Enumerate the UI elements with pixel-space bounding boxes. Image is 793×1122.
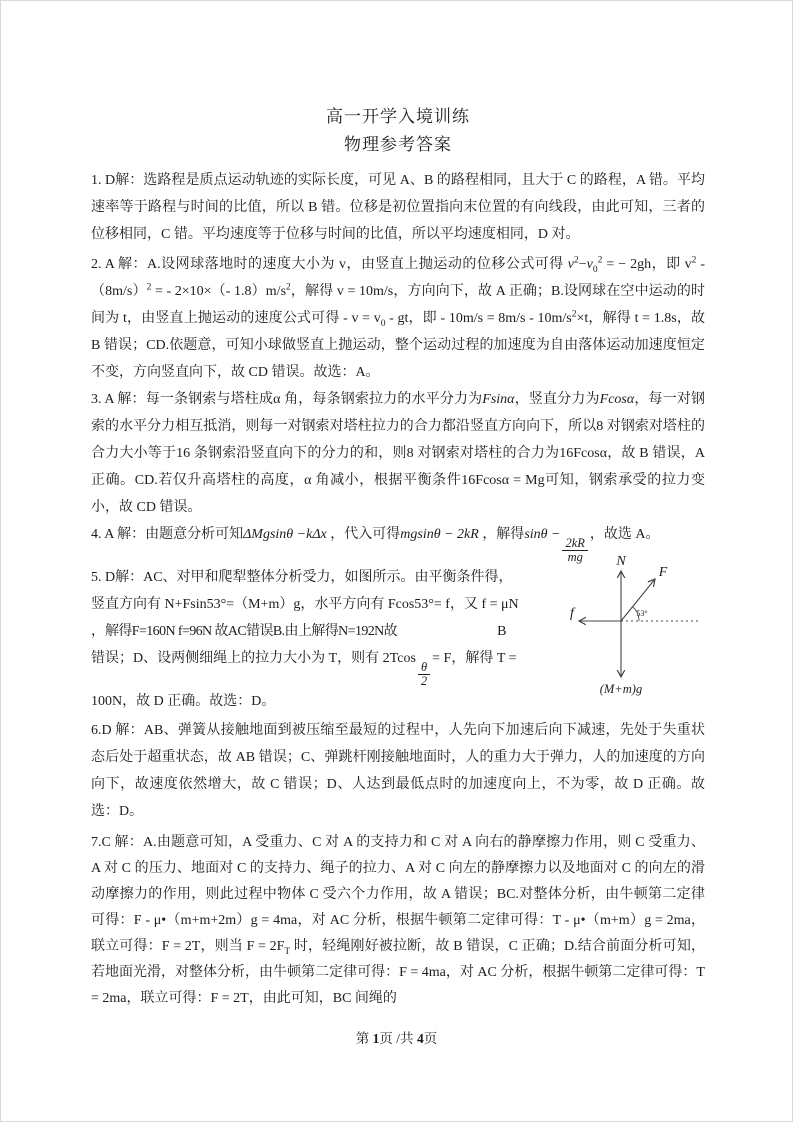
answer-3: 3. A 解：每一条钢索与塔柱成α 角，每条钢索拉力的水平分力为Fsinα，竖直分力为Fcosα，每一对钢索的水平分力相互抵消，则每一对钢索对塔柱拉力的合力都沿竖直方向向下，所以8 对钢索对塔柱的合力大小等于16 条钢索沿竖直向下的分力的和，则8 对钢索对塔柱的合力为16Fcosα，故 B 错误，A 正确。CD.若仅升高塔柱的高度，α 角减小，根据平衡条件16Fcosα = Mg可知，钢索承受的拉力变小，故 CD 错误。 <box>91 392 706 515</box>
angle-label: 53° <box>636 609 648 618</box>
page-number-footer: 第 1页 /共 4页 <box>355 1031 438 1046</box>
force-diagram-figure <box>565 553 709 707</box>
normal-force-label: N <box>616 554 626 569</box>
friction-label: f <box>570 606 574 621</box>
weight-label: (M+m)g <box>599 682 643 696</box>
document-content <box>91 103 705 1012</box>
document-subtitle: 物理参考答案 <box>344 135 452 154</box>
document-title: 高一开学入境训练 <box>326 107 470 126</box>
answer-2: 2. A 解：A.设网球落地时的速度大小为 v，由竖直上抛运动的位移公式可得 $v^2-v_0^2$ = − 2gh，即 $v^2$ $-(8m/s)^2$ = - 2×10×（- $1.8)m/s^2$，解得 v = 10m/s，方向向下，故 A 正确；B.设网球在空中运动的时间为 t，由竖直上抛运动的速度公式可得 - $v = v_0$ - gt，即 - $10m/s = 8m/s - 10m/s^2\times t$，解得 t = 1.8s，故 B 错误；CD.依题意，可知小球做竖直上抛运动，整个运动过程的加速度为自由落体运动加速度恒定不变，方向竖直向下，故 CD 错误。故选：A。 <box>91 255 705 380</box>
answer-7: 7.C 解：A.由题意可知，A 受重力、C 对 A 的支持力和 C 对 A 向右的静摩擦力作用，则 C 受重力、A 对 C 的压力、地面对 C 的支持力、绳子的拉力、A 对 C 向左的静摩擦力以及地面对 C 的向左的滑动摩擦力的作用，则此过程中物体 C 受六个力作用，故 A 错误；BC.对整体分析，由牛顿第二定律可得：F - μ•（m+m+2m）g = 4ma，对 AC 分析，根据牛顿第二定律可得：T - μ•（m+m）g = 2ma，联立可得：F = 2T，则当 $F = 2F_T$ 时，轻绳刚好被拉断，故 B 错误，C 正确；D.结合前面分析可知，若地面光滑，对整体分析，由牛顿第二定律可得：F = 4ma，对 AC 分析，根据牛顿第二定律可得：T = 2ma，联立可得：F = 2T，由此可知，BC 间绳的 <box>91 835 705 1006</box>
answer-1: 1. D解：选路程是质点运动轨迹的实际长度，可见 A、B 的路程相同，且大于 C 的路程，A 错。平均速率等于路程与时间的比值，所以 B 错。位移是初位置指向末位置的有向线段，由此可知，三者的位移相同，C 错。平均速度等于位移与时间的比值，所以平均速度相同，D 对。 <box>91 173 705 242</box>
answer-4: 4. A 解：由题意分析可知ΔMgsinθ −kΔx ，代入可得mgsinθ − 2kR ，解得sinθ − $\frac{2kR}{mg}$ ，故选 A。 <box>91 527 660 564</box>
applied-force-label: F <box>658 565 668 580</box>
answer-5: 5. D解：AC、对甲和爬犁整体分析受力，如图所示。由平衡条件得， 竖直方向有 N+Fsin53°=（M+m）g，水平方向有 Fcos53°= f，又 f = μN ，解得F=160N f=96N 故AC错误B.由上解得N=192N故 B 错误；D、设两侧细绳上的拉力大小为 T，则有 2Tcos $\frac{\theta}{2}$ = F，解得 T = 100N，故 D 正确。故选：D。 <box>91 570 519 709</box>
force-diagram-svg <box>565 553 709 707</box>
answer-6: 6.D 解：AB、弹簧从接触地面到被压缩至最短的过程中，人先向下加速后向下减速，先处于失重状态后处于超重状态，故 AB 错误；C、弹跳杆刚接触地面时，人的重力大于弹力，人的加速度的方向向下，故速度依然增大，故 C 错误；D、人达到最低点时的加速度向上，不为零，故 D 正确。故选：D。 <box>91 723 705 819</box>
